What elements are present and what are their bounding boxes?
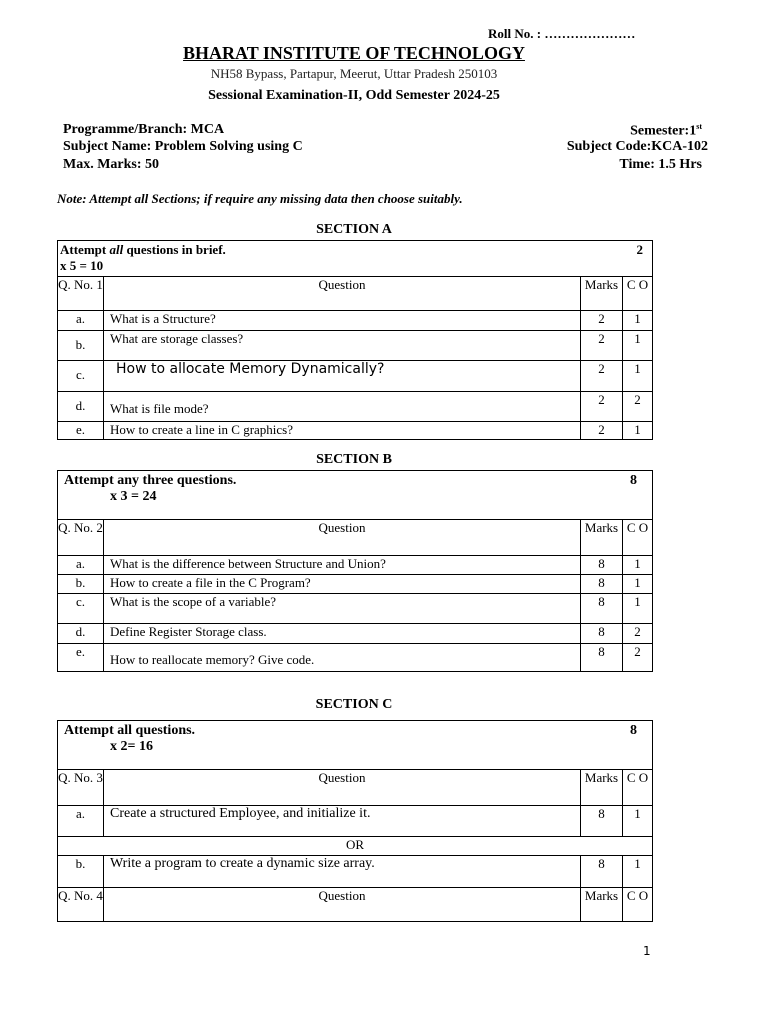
section-a-table — [57, 240, 653, 440]
page-number: 1 — [643, 944, 651, 958]
row-question: Define Register Storage class. — [104, 624, 581, 644]
programme-branch: Programme/Branch: MCA — [63, 122, 225, 137]
exam-time: Time: 1.5 Hrs — [619, 157, 702, 172]
table-row — [58, 644, 653, 672]
table-row — [58, 556, 653, 575]
instr-a-pre: Attempt — [60, 242, 110, 257]
section-b-header-row — [58, 520, 653, 556]
table-row — [58, 806, 653, 837]
col-question: Question — [104, 770, 581, 806]
row-co: 1 — [623, 361, 653, 392]
row-question: How to create a line in C graphics? — [104, 422, 581, 440]
exam-note: Note: Attempt all Sections; if require any missing data then choose suitably. — [57, 191, 463, 206]
instr-a-em: all — [109, 242, 124, 257]
section-c-instructions-row — [58, 721, 653, 770]
section-c-header-row — [58, 770, 653, 806]
col-marks: Marks — [581, 770, 623, 806]
row-marks: 8 — [581, 556, 623, 575]
row-co: 2 — [623, 644, 653, 672]
or-row — [58, 837, 653, 856]
row-qno: e. — [58, 422, 104, 440]
row-co: 1 — [623, 422, 653, 440]
row-co: 1 — [623, 311, 653, 331]
subject-code: Subject Code:KCA-102 — [566, 139, 708, 154]
row-question: How to allocate Memory Dynamically? — [104, 361, 581, 392]
row-marks: 2 — [581, 331, 623, 361]
row-marks: 8 — [581, 806, 623, 837]
row-co: 1 — [623, 556, 653, 575]
row-marks: 8 — [581, 594, 623, 624]
instr-b-line2: x 3 = 24 — [110, 489, 157, 504]
row-question: What is a Structure? — [104, 311, 581, 331]
row-qno: a. — [58, 311, 104, 331]
row-co: 2 — [623, 392, 653, 422]
semester-sup: st — [696, 122, 702, 131]
col-question-4: Question — [104, 888, 581, 922]
col-qno: Q. No. 3 — [58, 770, 104, 806]
subject-name: Subject Name: Problem Solving using C — [63, 139, 303, 154]
table-row — [58, 422, 653, 440]
row-marks: 2 — [581, 392, 623, 422]
row-co: 1 — [623, 331, 653, 361]
instr-a-post: questions in brief. — [123, 242, 226, 257]
col-co-4: C O — [623, 888, 653, 922]
instr-b-text: Attempt any three questions. — [64, 473, 237, 488]
row-marks: 8 — [581, 575, 623, 594]
instr-b-marks: 8 — [630, 473, 638, 488]
section-a-instructions — [58, 241, 653, 277]
col-marks: Marks — [581, 520, 623, 556]
row-qno: c. — [58, 594, 104, 624]
row-question: What is file mode? — [104, 392, 581, 422]
section-c-table — [57, 720, 653, 922]
section-b-title: SECTION B — [316, 452, 392, 467]
row-qno: a. — [58, 556, 104, 575]
col-qno: Q. No. 1 — [58, 277, 104, 311]
row-marks: 8 — [581, 624, 623, 644]
section-b-instructions — [58, 471, 653, 520]
row-qno: c. — [58, 361, 104, 392]
section-a-instructions-row — [58, 241, 653, 277]
instr-a-marks: 2 — [636, 242, 644, 257]
col-co: C O — [623, 520, 653, 556]
table-row — [58, 361, 653, 392]
row-co: 1 — [623, 856, 653, 888]
exam-title: Sessional Examination-II, Odd Semester 2024-25 — [208, 88, 500, 103]
table-row — [58, 856, 653, 888]
section-a-title: SECTION A — [316, 222, 392, 237]
row-question: What are storage classes? — [104, 331, 581, 361]
table-row — [58, 594, 653, 624]
row-qno: d. — [58, 392, 104, 422]
row-question: Write a program to create a dynamic size array. — [104, 856, 581, 888]
section-b-table — [57, 470, 653, 672]
col-co: C O — [623, 770, 653, 806]
semester — [630, 122, 702, 140]
row-qno: b. — [58, 856, 104, 888]
row-question: What is the scope of a variable? — [104, 594, 581, 624]
section-c-header-row-4 — [58, 888, 653, 922]
row-co: 2 — [623, 624, 653, 644]
section-c-title: SECTION C — [315, 697, 393, 712]
table-row — [58, 575, 653, 594]
col-qno: Q. No. 2 — [58, 520, 104, 556]
row-marks: 2 — [581, 422, 623, 440]
col-question: Question — [104, 520, 581, 556]
table-row — [58, 392, 653, 422]
instr-c-line2: x 2= 16 — [110, 739, 153, 754]
row-co: 1 — [623, 806, 653, 837]
row-qno: b. — [58, 575, 104, 594]
row-marks: 2 — [581, 361, 623, 392]
col-co: C O — [623, 277, 653, 311]
section-c-instructions — [58, 721, 653, 770]
table-row — [58, 311, 653, 331]
instr-c-text: Attempt all questions. — [64, 723, 196, 738]
roll-number: Roll No. : ………………… — [488, 26, 636, 41]
row-marks: 8 — [581, 644, 623, 672]
table-row — [58, 331, 653, 361]
institute-name: BHARAT INSTITUTE OF TECHNOLOGY — [183, 43, 525, 63]
section-b-instructions-row — [58, 471, 653, 520]
col-qno-4: Q. No. 4 — [58, 888, 104, 922]
row-question: What is the difference between Structure and Union? — [104, 556, 581, 575]
max-marks: Max. Marks: 50 — [63, 157, 160, 172]
row-qno: a. — [58, 806, 104, 837]
row-qno: b. — [58, 331, 104, 361]
row-co: 1 — [623, 575, 653, 594]
col-marks-4: Marks — [581, 888, 623, 922]
institute-address: NH58 Bypass, Partapur, Meerut, Uttar Pradesh 250103 — [210, 66, 498, 81]
row-marks: 8 — [581, 856, 623, 888]
instr-c-marks: 8 — [630, 723, 637, 738]
col-marks: Marks — [581, 277, 623, 311]
or-label: OR — [58, 837, 653, 856]
row-question: Create a structured Employee, and initialize it. — [104, 806, 581, 837]
table-row — [58, 624, 653, 644]
row-marks: 2 — [581, 311, 623, 331]
row-qno: e. — [58, 644, 104, 672]
section-a-header-row — [58, 277, 653, 311]
row-question: How to create a file in the C Program? — [104, 575, 581, 594]
row-question: How to reallocate memory? Give code. — [104, 644, 581, 672]
col-question: Question — [104, 277, 581, 311]
instr-a-line2: x 5 = 10 — [60, 258, 104, 273]
row-qno: d. — [58, 624, 104, 644]
row-co: 1 — [623, 594, 653, 624]
semester-text: Semester:1 — [630, 123, 697, 139]
